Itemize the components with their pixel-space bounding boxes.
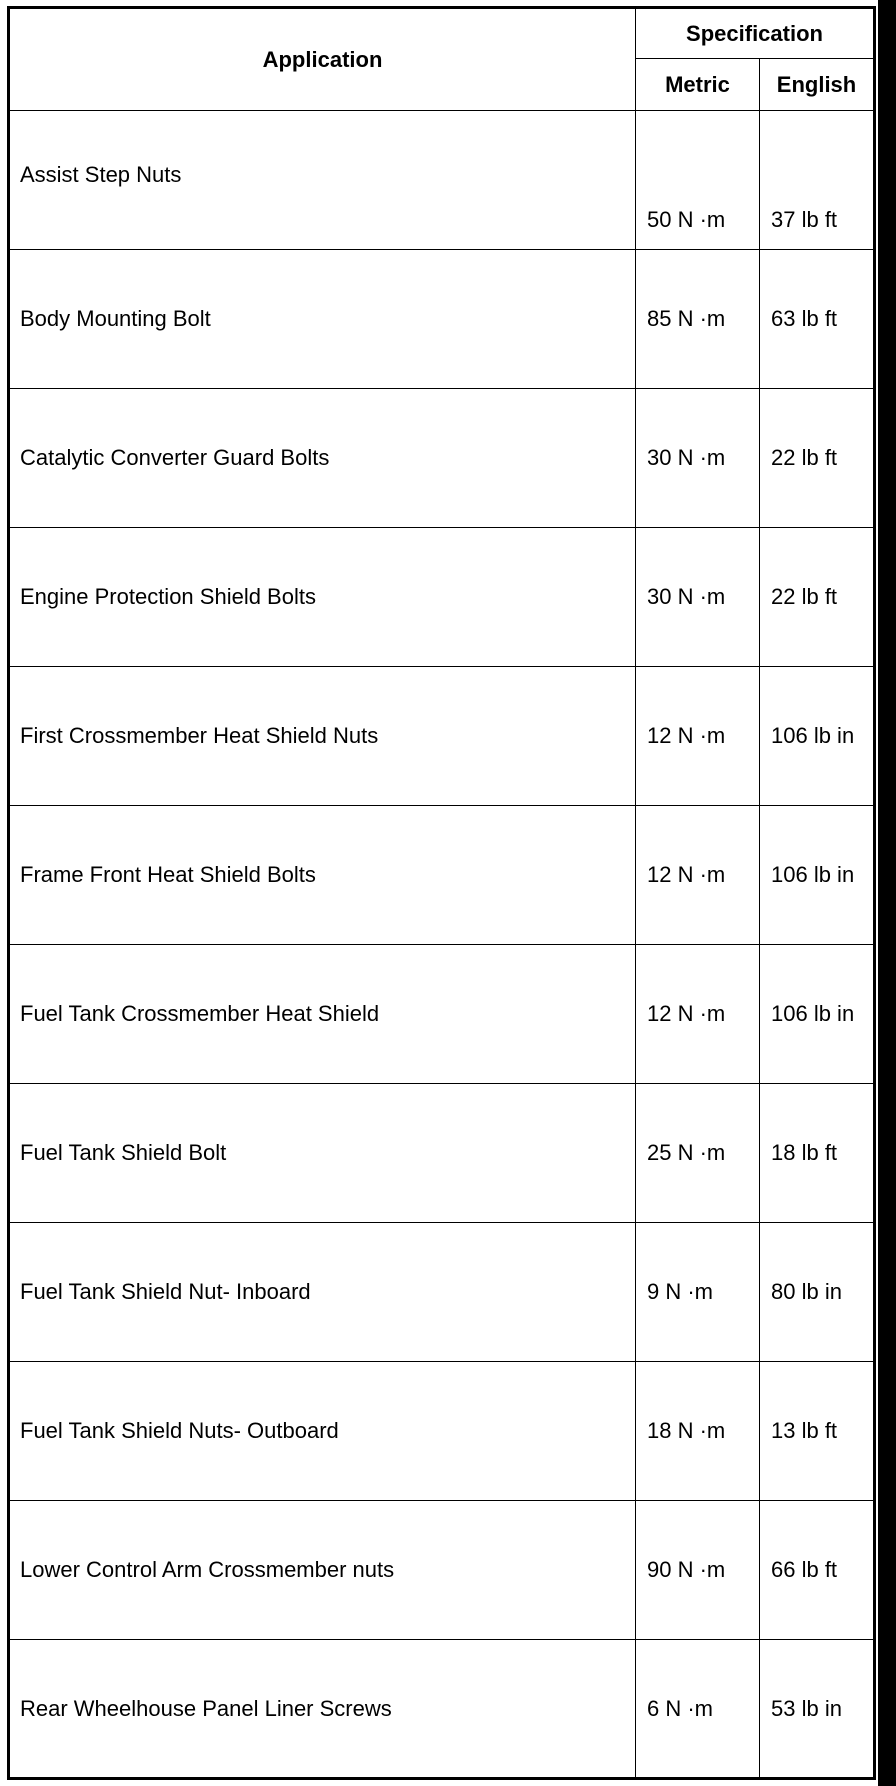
english-cell: 106 lb in [760,945,875,1084]
english-cell: 22 lb ft [760,528,875,667]
english-cell: 18 lb ft [760,1084,875,1223]
metric-cell: 30 N ·m [636,389,760,528]
table-row [9,528,875,667]
metric-cell: 30 N ·m [636,528,760,667]
metric-cell: 90 N ·m [636,1501,760,1640]
application-cell: Rear Wheelhouse Panel Liner Screws [9,1640,636,1779]
table-row [9,389,875,528]
application-cell: First Crossmember Heat Shield Nuts [9,667,636,806]
application-column-header: Application [9,8,636,111]
table-row [9,1362,875,1501]
english-cell: 66 lb ft [760,1501,875,1640]
table-row [9,1084,875,1223]
application-cell: Frame Front Heat Shield Bolts [9,806,636,945]
english-cell: 22 lb ft [760,389,875,528]
application-cell: Body Mounting Bolt [9,250,636,389]
application-cell: Assist Step Nuts [9,111,636,250]
english-cell: 106 lb in [760,667,875,806]
metric-cell: 85 N ·m [636,250,760,389]
table-row [9,1640,875,1779]
table-body [9,111,875,1779]
table-row [9,806,875,945]
header-row-top [9,8,875,59]
application-cell: Engine Protection Shield Bolts [9,528,636,667]
metric-cell: 9 N ·m [636,1223,760,1362]
application-cell: Fuel Tank Crossmember Heat Shield [9,945,636,1084]
table-row [9,1223,875,1362]
metric-column-header: Metric [636,59,760,111]
metric-cell: 25 N ·m [636,1084,760,1223]
application-cell: Fuel Tank Shield Nuts- Outboard [9,1362,636,1501]
table-row [9,111,875,250]
table-row [9,667,875,806]
english-cell: 106 lb in [760,806,875,945]
metric-cell: 12 N ·m [636,667,760,806]
english-cell: 13 lb ft [760,1362,875,1501]
metric-cell: 50 N ·m [636,111,760,250]
specification-column-header: Specification [636,8,875,59]
metric-cell: 12 N ·m [636,806,760,945]
english-cell: 37 lb ft [760,111,875,250]
english-cell: 53 lb in [760,1640,875,1779]
metric-cell: 18 N ·m [636,1362,760,1501]
application-cell: Fuel Tank Shield Bolt [9,1084,636,1223]
table-header [9,8,875,111]
application-cell: Catalytic Converter Guard Bolts [9,389,636,528]
metric-cell: 12 N ·m [636,945,760,1084]
english-cell: 63 lb ft [760,250,875,389]
table-row [9,1501,875,1640]
metric-cell: 6 N ·m [636,1640,760,1779]
page-edge-border [878,0,896,1786]
application-cell: Lower Control Arm Crossmember nuts [9,1501,636,1640]
english-cell: 80 lb in [760,1223,875,1362]
table-row [9,250,875,389]
application-cell: Fuel Tank Shield Nut- Inboard [9,1223,636,1362]
english-column-header: English [760,59,875,111]
table-row [9,945,875,1084]
fastener-torque-table [7,6,876,1780]
